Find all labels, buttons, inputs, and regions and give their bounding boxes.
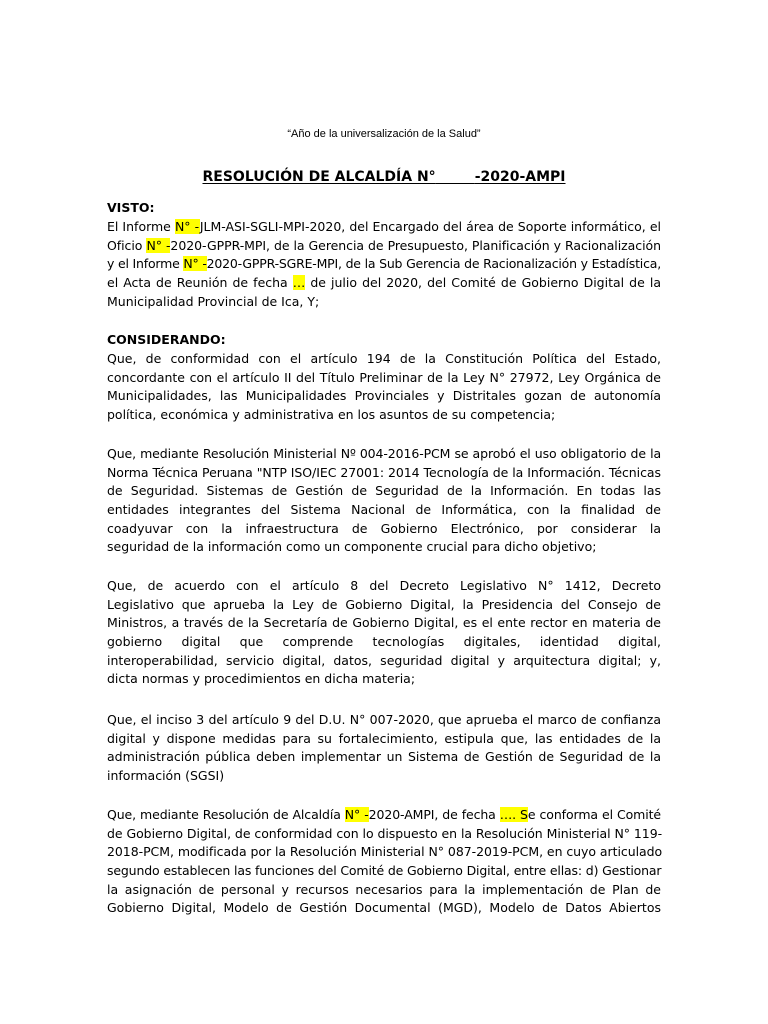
text-line: Que, de conformidad con el artículo 194 de la Constitución Política del Estado,: [107, 351, 661, 366]
text-line: coadyuvar con la infraestructura de Gobierno Electrónico, por considerar la: [107, 520, 661, 536]
highlighted-placeholder: N° -: [183, 256, 207, 272]
highlighted-placeholder: N° -: [146, 237, 171, 253]
considerando-paragraph-4: [107, 711, 661, 786]
highlighted-placeholder: …. S: [499, 807, 528, 822]
text-line: [107, 293, 661, 312]
text-segment: JLM-ASI-SGLI-MPI-2020, del Encargado del área de Soporte informático, el: [199, 219, 662, 234]
title-gap: [436, 169, 475, 185]
text-line: seguridad de la información como un componente crucial para dicho objetivo;: [107, 539, 597, 555]
year-motto: “Año de la universalización de la Salud”: [287, 128, 481, 140]
text-line: [107, 881, 661, 900]
text-segment: el Acta de Reunión de fecha: [107, 275, 293, 291]
highlighted-placeholder: N° -: [344, 807, 369, 822]
visto-paragraph: [107, 218, 661, 311]
text-line: Que, de acuerdo con el artículo 8 del Decreto Legislativo N° 1412, Decreto: [107, 578, 661, 593]
considerando-paragraph-2: [107, 445, 661, 557]
text-segment: y el Informe: [107, 256, 184, 272]
text-line: concordante con el artículo II del Título Preliminar de la Ley N° 27972, Ley Orgánica de: [107, 369, 661, 385]
highlighted-placeholder: N° -: [174, 219, 200, 234]
text-line: Norma Técnica Peruana "NTP ISO/IEC 27001: 2014 Tecnología de la Información. Técnicas: [107, 464, 661, 480]
text-segment: segundo establecen las funciones del Comité de Gobierno Digital, entre ellas: d) Gestionar: [107, 863, 662, 879]
text-line: [107, 899, 661, 918]
text-line: [107, 255, 661, 274]
text-segment: 2020-AMPI, de fecha: [368, 807, 500, 822]
text-line: [107, 843, 661, 862]
considerando-paragraph-1: [107, 350, 661, 425]
text-line: dicta normas y procedimientos en dicha materia;: [107, 671, 416, 687]
text-segment: 2020-GPPR-MPI, de la Gerencia de Presupuesto, Planificación y Racionalización: [170, 237, 661, 253]
text-line: de Seguridad. Sistemas de Gestión de Seguridad de la Información. En todas las: [107, 483, 661, 499]
text-line: interoperabilidad, servicio digital, datos, seguridad digital y arquitectura digital; y,: [107, 652, 661, 668]
text-line: entidades integrantes del Sistema Nacional de Informática, con la finalidad de: [107, 502, 661, 518]
text-line: administración pública deben implementar un Sistema de Gestión de Seguridad de la: [107, 749, 661, 765]
text-line: Municipalidades, las Municipalidades Provinciales y Distritales gozan de autonomía: [107, 388, 661, 404]
text-line: gobierno digital que comprende tecnologías digitales, identidad digital,: [107, 634, 661, 650]
visto-heading: VISTO:: [107, 200, 155, 215]
text-line: información (SGSI): [107, 768, 225, 784]
text-line: Legislativo que aprueba la Ley de Gobierno Digital, la Presidencia del Consejo de: [107, 596, 661, 612]
text-segment: 2018-PCM, modificada por la Resolución Ministerial N° 087-2019-PCM, en cuyo articulado: [107, 844, 663, 860]
text-line: [107, 237, 661, 256]
considerando-paragraph-3: [107, 577, 661, 689]
text-segment: Oficio: [107, 237, 147, 253]
highlighted-placeholder: …: [292, 275, 306, 291]
text-segment: Gobierno Digital, Modelo de Gestión Documental (MGD), Modelo de Datos Abiertos: [107, 900, 661, 916]
considerando-paragraph-5: [107, 806, 661, 918]
text-segment: El Informe: [107, 219, 175, 234]
text-line: [107, 274, 661, 293]
title-suffix: -2020-AMPI: [474, 169, 566, 185]
text-line: [107, 862, 661, 881]
text-segment: Que, mediante Resolución de Alcaldía: [107, 807, 345, 822]
text-line: Ministros, a través de la Secretaría de Gobierno Digital, es el ente rector en materia de: [107, 615, 661, 631]
text-segment: de julio del 2020, del Comité de Gobierno Digital de la: [305, 275, 661, 291]
text-segment: 2020-GPPR-SGRE-MPI, de la Sub Gerencia de Racionalización y Estadística,: [206, 256, 661, 272]
text-segment: e conforma el Comité: [527, 807, 661, 822]
text-segment: la asignación de personal y recursos necesarios para la implementación de Plan de: [107, 881, 661, 897]
text-line: digital y dispone medidas para su fortalecimiento, estipula que, las entidades de la: [107, 730, 661, 746]
text-line: política, económica y administrativa en los asuntos de su competencia;: [107, 407, 556, 423]
text-line: [107, 806, 661, 825]
text-line: [107, 825, 661, 844]
title-prefix: RESOLUCIÓN DE ALCALDÍA N°: [202, 169, 436, 185]
resolution-title: [0, 167, 768, 187]
text-line: [107, 218, 661, 237]
text-line: Que, el inciso 3 del artículo 9 del D.U. N° 007-2020, que aprueba el marco de confianza: [107, 712, 661, 727]
text-segment: de Gobierno Digital, de conformidad con lo dispuesto en la Resolución Ministerial N° 119-: [107, 825, 663, 841]
text-segment: Municipalidad Provincial de Ica, Y;: [107, 293, 320, 309]
considerando-heading: CONSIDERANDO:: [107, 332, 226, 347]
text-line: Que, mediante Resolución Ministerial Nº 004-2016-PCM se aprobó el uso obligatorio de la: [107, 446, 661, 461]
